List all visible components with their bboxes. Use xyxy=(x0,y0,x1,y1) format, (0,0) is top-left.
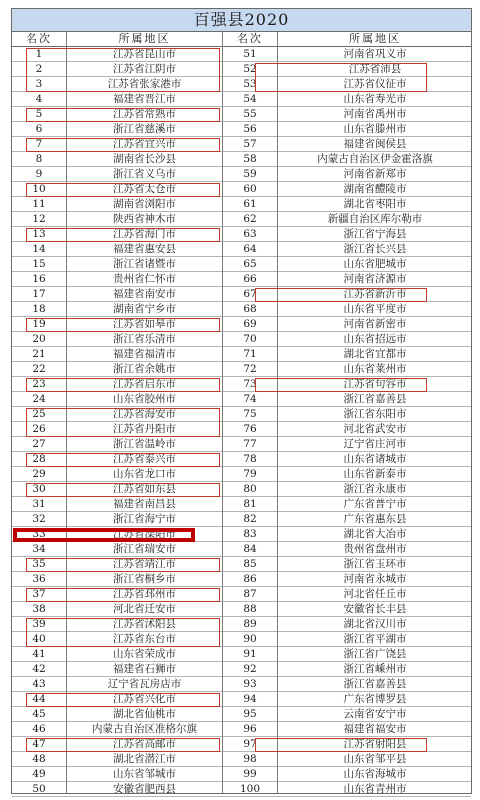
column-divider xyxy=(222,32,223,793)
rank-cell: 28 xyxy=(32,453,46,465)
table-row xyxy=(12,212,471,227)
region-cell: 山东省滕州市 xyxy=(343,123,407,135)
rank-cell: 30 xyxy=(32,483,46,495)
region-cell: 贵州省盘州市 xyxy=(343,543,407,555)
rank-cell: 31 xyxy=(32,498,46,510)
region-cell: 江苏省常熟市 xyxy=(113,108,176,120)
rank-cell: 75 xyxy=(243,408,257,420)
page-title: 百强县2020 xyxy=(12,9,471,32)
table-row xyxy=(12,332,471,347)
region-cell: 山东省招远市 xyxy=(343,333,407,345)
rank-cell: 64 xyxy=(243,243,257,255)
table-row xyxy=(12,512,471,527)
rank-cell: 97 xyxy=(243,738,257,750)
rank-cell: 45 xyxy=(32,708,46,720)
region-cell: 江苏省东台市 xyxy=(113,633,176,645)
rank-cell: 57 xyxy=(243,138,257,150)
highlight-box xyxy=(26,183,220,197)
region-cell: 湖南省醴陵市 xyxy=(343,183,407,195)
region-cell: 福建省晋江市 xyxy=(113,93,176,105)
rank-cell: 1 xyxy=(35,48,43,60)
table-row xyxy=(12,647,471,662)
rank-cell: 94 xyxy=(243,693,257,705)
region-cell: 福建省惠安县 xyxy=(113,243,176,255)
region-cell: 江苏省张家港市 xyxy=(107,78,182,90)
region-cell: 河北省任丘市 xyxy=(343,588,407,600)
rank-cell: 60 xyxy=(243,183,257,195)
region-cell: 江苏省海门市 xyxy=(113,228,176,240)
highlight-box xyxy=(26,558,220,572)
region-cell: 福建省闽侯县 xyxy=(343,138,407,150)
rank-cell: 78 xyxy=(243,453,257,465)
highlight-box xyxy=(255,378,427,392)
region-cell: 江苏省泰兴市 xyxy=(113,453,176,465)
region-cell: 江苏省仪征市 xyxy=(343,78,407,90)
rank-cell: 80 xyxy=(243,483,257,495)
highlight-box xyxy=(26,588,220,602)
region-cell: 山东省新泰市 xyxy=(343,468,407,480)
rank-cell: 93 xyxy=(243,678,257,690)
region-cell: 福建省福安市 xyxy=(343,723,407,735)
rank-cell: 44 xyxy=(32,693,46,705)
rank-cell: 12 xyxy=(32,213,46,225)
rank-cell: 95 xyxy=(243,708,257,720)
region-cell: 河南省新密市 xyxy=(343,318,407,330)
rank-cell: 67 xyxy=(243,288,257,300)
region-cell: 湖北省潜江市 xyxy=(113,753,176,765)
rank-cell: 50 xyxy=(32,783,46,795)
region-cell: 浙江省嵊州市 xyxy=(343,663,407,675)
highlight-box xyxy=(26,138,220,152)
table-row xyxy=(12,122,471,137)
region-cell: 山东省邹城市 xyxy=(113,768,176,780)
column-divider xyxy=(277,32,278,793)
region-cell: 山东省莱州市 xyxy=(343,363,407,375)
rank-cell: 52 xyxy=(243,63,257,75)
region-cell: 江苏省沛县 xyxy=(348,63,402,75)
region-cell: 江苏省溧阳市 xyxy=(113,528,176,540)
header-region-right: 所属地区 xyxy=(349,32,401,45)
region-cell: 江苏省海安市 xyxy=(113,408,176,420)
region-cell: 湖北省仙桃市 xyxy=(113,708,176,720)
rank-cell: 96 xyxy=(243,723,257,735)
region-cell: 江苏省沭阳县 xyxy=(113,618,176,630)
rank-cell: 11 xyxy=(32,198,46,210)
rank-cell: 85 xyxy=(243,558,257,570)
region-cell: 山东省龙口市 xyxy=(113,468,176,480)
table-row xyxy=(12,467,471,482)
header-rank-left: 名次 xyxy=(26,32,52,45)
rank-cell: 54 xyxy=(243,93,257,105)
region-cell: 江苏省靖江市 xyxy=(113,558,176,570)
rank-cell: 82 xyxy=(243,513,257,525)
region-cell: 浙江省玉环市 xyxy=(343,558,407,570)
region-cell: 江苏省新沂市 xyxy=(343,288,407,300)
region-cell: 湖南省长沙县 xyxy=(113,153,176,165)
region-cell: 湖北省大冶市 xyxy=(343,528,407,540)
table-header-row xyxy=(12,32,471,47)
rank-cell: 53 xyxy=(243,78,257,90)
region-cell: 江苏省太仓市 xyxy=(113,183,176,195)
rank-cell: 61 xyxy=(243,198,257,210)
rank-cell: 70 xyxy=(243,333,257,345)
table-row xyxy=(12,497,471,512)
region-cell: 江苏省江阴市 xyxy=(113,63,176,75)
region-cell: 福建省福清市 xyxy=(113,348,176,360)
region-cell: 河北省武安市 xyxy=(343,423,407,435)
rank-cell: 25 xyxy=(32,408,46,420)
region-cell: 江苏省高邮市 xyxy=(113,738,176,750)
highlight-box xyxy=(26,228,220,242)
rank-cell: 73 xyxy=(243,378,257,390)
region-cell: 江苏省启东市 xyxy=(113,378,176,390)
rank-cell: 27 xyxy=(32,438,46,450)
region-cell: 河南省新郑市 xyxy=(343,168,407,180)
highlight-box xyxy=(26,378,220,392)
rank-cell: 46 xyxy=(32,723,46,735)
rank-cell: 16 xyxy=(32,273,46,285)
rank-cell: 55 xyxy=(243,108,257,120)
highlight-box xyxy=(26,318,220,332)
table-row xyxy=(12,602,471,617)
rank-cell: 9 xyxy=(35,168,43,180)
region-cell: 安徽省长丰县 xyxy=(343,603,407,615)
highlight-box xyxy=(255,738,427,752)
region-cell: 福建省石狮市 xyxy=(113,663,176,675)
region-cell: 山东省荣成市 xyxy=(113,648,176,660)
rank-cell: 7 xyxy=(35,138,43,150)
region-cell: 河南省永城市 xyxy=(343,573,407,585)
region-cell: 江苏省兴化市 xyxy=(113,693,176,705)
rank-cell: 99 xyxy=(243,768,257,780)
region-cell: 河南省禹州市 xyxy=(343,108,407,120)
rank-cell: 15 xyxy=(32,258,46,270)
region-cell: 湖北省宜都市 xyxy=(343,348,407,360)
table-row xyxy=(12,707,471,722)
region-cell: 福建省南昌县 xyxy=(113,498,176,510)
region-cell: 山东省胶州市 xyxy=(113,393,176,405)
region-cell: 江苏省射阳县 xyxy=(343,738,407,750)
rank-cell: 59 xyxy=(243,168,257,180)
rank-cell: 14 xyxy=(32,243,46,255)
rank-cell: 3 xyxy=(35,78,43,90)
rank-cell: 33 xyxy=(32,528,46,540)
rank-cell: 86 xyxy=(243,573,257,585)
region-cell: 山东省青州市 xyxy=(343,783,407,795)
region-cell: 安徽省肥西县 xyxy=(113,783,176,795)
rank-cell: 22 xyxy=(32,363,46,375)
rank-cell: 90 xyxy=(243,633,257,645)
region-cell: 广东省惠东县 xyxy=(343,513,407,525)
highlight-box xyxy=(13,528,195,542)
table-row xyxy=(12,272,471,287)
rank-cell: 74 xyxy=(243,393,257,405)
rank-cell: 48 xyxy=(32,753,46,765)
rank-cell: 26 xyxy=(32,423,46,435)
region-cell: 山东省平度市 xyxy=(343,303,407,315)
rank-cell: 38 xyxy=(32,603,46,615)
table-row xyxy=(12,437,471,452)
table-row xyxy=(12,152,471,167)
table-row xyxy=(12,767,471,782)
header-region-left: 所属地区 xyxy=(118,32,171,45)
region-cell: 浙江省平湖市 xyxy=(343,633,407,645)
region-cell: 广东省博罗县 xyxy=(343,693,407,705)
region-cell: 内蒙古自治区伊金霍洛旗 xyxy=(317,153,433,165)
rank-cell: 89 xyxy=(243,618,257,630)
rank-cell: 88 xyxy=(243,603,257,615)
rank-cell: 71 xyxy=(243,348,257,360)
rank-cell: 91 xyxy=(243,648,257,660)
region-cell: 湖北省汉川市 xyxy=(343,618,407,630)
rank-cell: 76 xyxy=(243,423,257,435)
rank-cell: 29 xyxy=(32,468,46,480)
rank-cell: 23 xyxy=(32,378,46,390)
region-cell: 贵州省仁怀市 xyxy=(113,273,176,285)
rank-cell: 56 xyxy=(243,123,257,135)
region-cell: 陕西省神木市 xyxy=(113,213,176,225)
region-cell: 浙江省瑞安市 xyxy=(113,543,176,555)
table-row xyxy=(12,722,471,737)
highlight-box xyxy=(26,408,220,437)
region-cell: 浙江省永康市 xyxy=(343,483,407,495)
rank-cell: 6 xyxy=(35,123,43,135)
region-cell: 河南省巩义市 xyxy=(343,48,407,60)
table-row xyxy=(12,677,471,692)
rank-cell: 2 xyxy=(35,63,43,75)
region-cell: 浙江省乐清市 xyxy=(113,333,176,345)
rank-cell: 68 xyxy=(243,303,257,315)
rank-cell: 32 xyxy=(32,513,46,525)
region-cell: 湖南省浏阳市 xyxy=(113,198,176,210)
rank-cell: 81 xyxy=(243,498,257,510)
region-cell: 浙江省慈溪市 xyxy=(113,123,176,135)
rank-cell: 19 xyxy=(32,318,46,330)
rank-cell: 35 xyxy=(32,558,46,570)
region-cell: 辽宁省庄河市 xyxy=(343,438,407,450)
rank-cell: 72 xyxy=(243,363,257,375)
region-cell: 江苏省如皋市 xyxy=(113,318,176,330)
region-cell: 浙江省义乌市 xyxy=(113,168,176,180)
highlight-box xyxy=(26,453,220,467)
rank-cell: 49 xyxy=(32,768,46,780)
region-cell: 福建省南安市 xyxy=(113,288,176,300)
rank-cell: 5 xyxy=(35,108,43,120)
rank-cell: 77 xyxy=(243,438,257,450)
region-cell: 湖北省枣阳市 xyxy=(343,198,407,210)
rank-cell: 69 xyxy=(243,318,257,330)
table-row xyxy=(12,542,471,557)
rank-cell: 41 xyxy=(32,648,46,660)
region-cell: 浙江省嘉善县 xyxy=(343,678,407,690)
highlight-box xyxy=(255,288,427,302)
rank-cell: 13 xyxy=(32,228,46,240)
rank-cell: 58 xyxy=(243,153,257,165)
table-row xyxy=(12,257,471,272)
rank-cell: 51 xyxy=(243,48,257,60)
region-cell: 河南省济源市 xyxy=(343,273,407,285)
region-cell: 浙江省诸暨市 xyxy=(113,258,176,270)
highlight-box xyxy=(26,48,220,92)
table-row xyxy=(12,662,471,677)
rank-cell: 92 xyxy=(243,663,257,675)
table-row xyxy=(12,572,471,587)
region-cell: 江苏省昆山市 xyxy=(113,48,176,60)
rank-cell: 4 xyxy=(35,93,43,105)
rank-cell: 36 xyxy=(32,573,46,585)
region-cell: 江苏省邳州市 xyxy=(113,588,176,600)
region-cell: 浙江省广饶县 xyxy=(343,648,407,660)
region-cell: 江苏省宜兴市 xyxy=(113,138,176,150)
region-cell: 山东省肥城市 xyxy=(343,258,407,270)
rank-cell: 98 xyxy=(243,753,257,765)
table-row xyxy=(12,197,471,212)
highlight-box xyxy=(26,738,220,752)
rank-cell: 17 xyxy=(32,288,46,300)
region-cell: 内蒙古自治区准格尔旗 xyxy=(92,723,197,735)
table-row xyxy=(12,242,471,257)
region-cell: 浙江省东阳市 xyxy=(343,408,407,420)
rank-cell: 40 xyxy=(32,633,46,645)
rank-cell: 20 xyxy=(32,333,46,345)
rank-cell: 34 xyxy=(32,543,46,555)
region-cell: 湖南省宁乡市 xyxy=(113,303,176,315)
highlight-box xyxy=(26,483,220,497)
table-row xyxy=(12,752,471,767)
region-cell: 河北省迁安市 xyxy=(113,603,176,615)
rank-cell: 47 xyxy=(32,738,46,750)
rank-cell: 43 xyxy=(32,678,46,690)
region-cell: 江苏省如东县 xyxy=(113,483,176,495)
region-cell: 山东省寿光市 xyxy=(343,93,407,105)
region-cell: 浙江省长兴县 xyxy=(343,243,407,255)
region-cell: 浙江省宁海县 xyxy=(343,228,407,240)
table-row xyxy=(12,167,471,182)
region-cell: 浙江省余姚市 xyxy=(113,363,176,375)
rank-cell: 18 xyxy=(32,303,46,315)
ranking-table-frame xyxy=(11,8,472,794)
region-cell: 浙江省海宁市 xyxy=(113,513,176,525)
region-cell: 辽宁省瓦房店市 xyxy=(107,678,182,690)
highlight-box xyxy=(255,63,427,92)
rank-cell: 39 xyxy=(32,618,46,630)
table-row xyxy=(12,362,471,377)
rank-cell: 79 xyxy=(243,468,257,480)
highlight-box xyxy=(26,618,220,647)
rank-cell: 37 xyxy=(32,588,46,600)
rank-cell: 87 xyxy=(243,588,257,600)
region-cell: 广东省普宁市 xyxy=(343,498,407,510)
rank-cell: 100 xyxy=(239,783,261,795)
table-row xyxy=(12,302,471,317)
table-row xyxy=(12,92,471,107)
rank-cell: 66 xyxy=(243,273,257,285)
region-cell: 浙江省桐乡市 xyxy=(113,573,176,585)
table-row xyxy=(12,347,471,362)
rank-cell: 65 xyxy=(243,258,257,270)
rank-cell: 21 xyxy=(32,348,46,360)
rank-cell: 8 xyxy=(35,153,43,165)
region-cell: 江苏省句容市 xyxy=(343,378,407,390)
region-cell: 新疆自治区库尔勒市 xyxy=(327,213,423,225)
region-cell: 山东省邹平县 xyxy=(343,753,407,765)
rank-cell: 63 xyxy=(243,228,257,240)
rank-cell: 10 xyxy=(32,183,46,195)
header-rank-right: 名次 xyxy=(237,32,263,45)
region-cell: 山东省海城市 xyxy=(343,768,407,780)
region-cell: 云南省安宁市 xyxy=(343,708,407,720)
rank-cell: 84 xyxy=(243,543,257,555)
rank-cell: 83 xyxy=(243,528,257,540)
region-cell: 浙江省嘉善县 xyxy=(343,393,407,405)
table-row xyxy=(12,392,471,407)
table-row xyxy=(12,782,471,797)
highlight-box xyxy=(26,108,220,122)
region-cell: 浙江省温岭市 xyxy=(113,438,176,450)
highlight-box xyxy=(26,693,220,707)
region-cell: 山东省诸城市 xyxy=(343,453,407,465)
rank-cell: 42 xyxy=(32,663,46,675)
region-cell: 江苏省丹阳市 xyxy=(113,423,176,435)
rank-cell: 24 xyxy=(32,393,46,405)
rank-cell: 62 xyxy=(243,213,257,225)
